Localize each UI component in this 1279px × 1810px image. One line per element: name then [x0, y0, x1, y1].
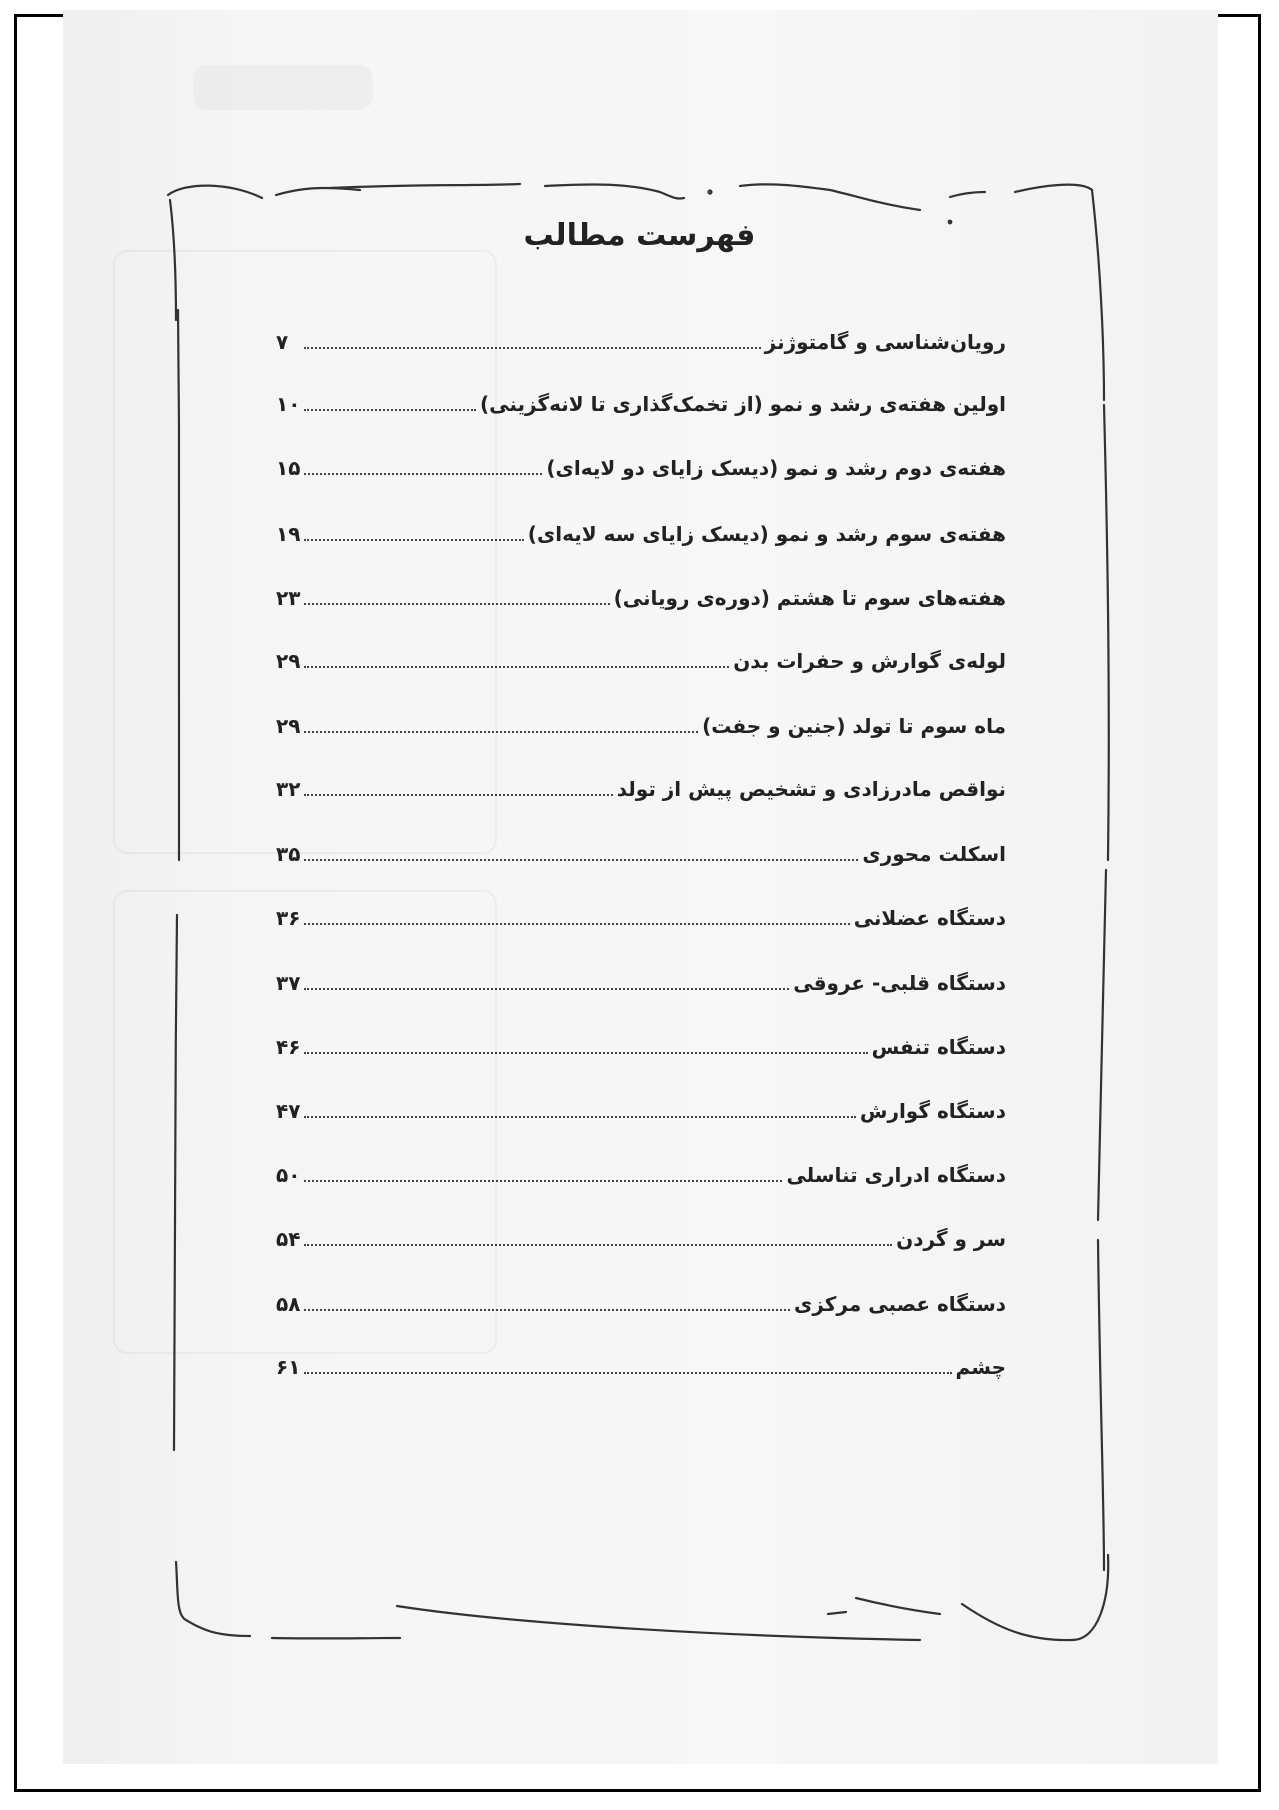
toc-entry-title: لوله‌ی گوارش و حفرات بدن — [733, 649, 1006, 673]
toc-entry-page-number: ۴۶ — [276, 1035, 301, 1059]
toc-entry — [276, 1213, 1006, 1253]
toc-entry-title: چشم — [955, 1355, 1006, 1379]
toc-entry-title: ماه سوم تا تولد (جنین و جفت) — [702, 714, 1006, 738]
toc-entry — [276, 1341, 1006, 1381]
toc-entry-title: دستگاه تنفس — [871, 1035, 1006, 1059]
toc-entry-page-number: ۶۱ — [276, 1355, 301, 1379]
toc-entry-page-number: ۱۰ — [276, 392, 301, 416]
toc-entry-page-number: ۵۴ — [276, 1227, 301, 1251]
toc-entry — [276, 572, 1006, 612]
toc-entry — [276, 828, 1006, 868]
toc-leader-dots — [304, 603, 610, 605]
toc-entry-title: هفته‌ی دوم رشد و نمو (دیسک زایای دو لایه‌ای) — [546, 456, 1006, 480]
toc-entry — [276, 378, 1006, 418]
toc-entry-title: نواقص مادرزادی و تشخیص پیش از تولد — [616, 777, 1006, 801]
toc-leader-dots — [304, 1116, 856, 1118]
toc-entry-title: دستگاه عصبی مرکزی — [794, 1292, 1006, 1316]
toc-leader-dots — [304, 923, 850, 925]
toc-leader-dots — [304, 794, 613, 796]
toc-leader-dots — [304, 347, 761, 349]
toc-entry — [276, 1085, 1006, 1125]
toc-leader-dots — [304, 1052, 868, 1054]
toc-leader-dots — [304, 988, 789, 990]
toc-entry-title: سر و گردن — [896, 1227, 1006, 1251]
toc-entry-title: رویان‌شناسی و گامتوژنز — [764, 330, 1006, 354]
toc-leader-dots — [304, 859, 858, 861]
toc-entry-page-number: ۵۸ — [276, 1292, 301, 1316]
toc-entry-title: هفته‌های سوم تا هشتم (دوره‌ی رویانی) — [613, 586, 1006, 610]
toc-entry-page-number: ۳۲ — [276, 777, 301, 801]
toc-leader-dots — [304, 666, 729, 668]
toc-entry — [276, 1149, 1006, 1189]
toc-entry — [276, 442, 1006, 482]
toc-entry-title: اسکلت محوری — [862, 842, 1006, 866]
toc-entry-page-number: ۷ — [276, 330, 289, 354]
toc-entry-title: دستگاه گوارش — [859, 1099, 1006, 1123]
toc-entry — [276, 508, 1006, 548]
toc-entry — [276, 1021, 1006, 1061]
toc-entry-page-number: ۲۹ — [276, 649, 301, 673]
toc-entry — [276, 316, 1006, 356]
toc-leader-dots — [304, 473, 542, 475]
toc-entry-page-number: ۱۵ — [276, 456, 301, 480]
toc-entry-title: هفته‌ی سوم رشد و نمو (دیسک زایای سه لایه‌ای) — [527, 522, 1006, 546]
toc-entry — [276, 635, 1006, 675]
toc-entry-page-number: ۵۰ — [276, 1163, 301, 1187]
toc-entry-page-number: ۳۷ — [276, 971, 301, 995]
toc-entry-page-number: ۴۷ — [276, 1099, 301, 1123]
page-title: فهرست مطالب — [523, 218, 756, 253]
toc-entry-page-number: ۳۵ — [276, 842, 301, 866]
toc-entry — [276, 892, 1006, 932]
toc-entry-page-number: ۱۹ — [276, 522, 301, 546]
toc-leader-dots — [304, 1309, 790, 1311]
toc-entry — [276, 763, 1006, 803]
toc-leader-dots — [304, 731, 698, 733]
toc-entry-page-number: ۲۳ — [276, 586, 301, 610]
toc-entry — [276, 700, 1006, 740]
toc-entry-page-number: ۳۶ — [276, 906, 301, 930]
toc-entry-title: اولین هفته‌ی رشد و نمو (از تخمک‌گذاری تا لانه‌گزینی) — [479, 392, 1006, 416]
toc-leader-dots — [304, 1180, 782, 1182]
toc-entry — [276, 1278, 1006, 1318]
toc-entry-title: دستگاه ادراری تناسلی — [786, 1163, 1006, 1187]
toc-leader-dots — [304, 409, 476, 411]
toc-leader-dots — [304, 1372, 952, 1374]
toc-entry-title: دستگاه قلبی- عروقی — [793, 971, 1006, 995]
toc-entry — [276, 957, 1006, 997]
toc-leader-dots — [304, 1244, 892, 1246]
toc-entry-title: دستگاه عضلانی — [853, 906, 1006, 930]
toc-entry-page-number: ۲۹ — [276, 714, 301, 738]
toc-leader-dots — [304, 539, 524, 541]
